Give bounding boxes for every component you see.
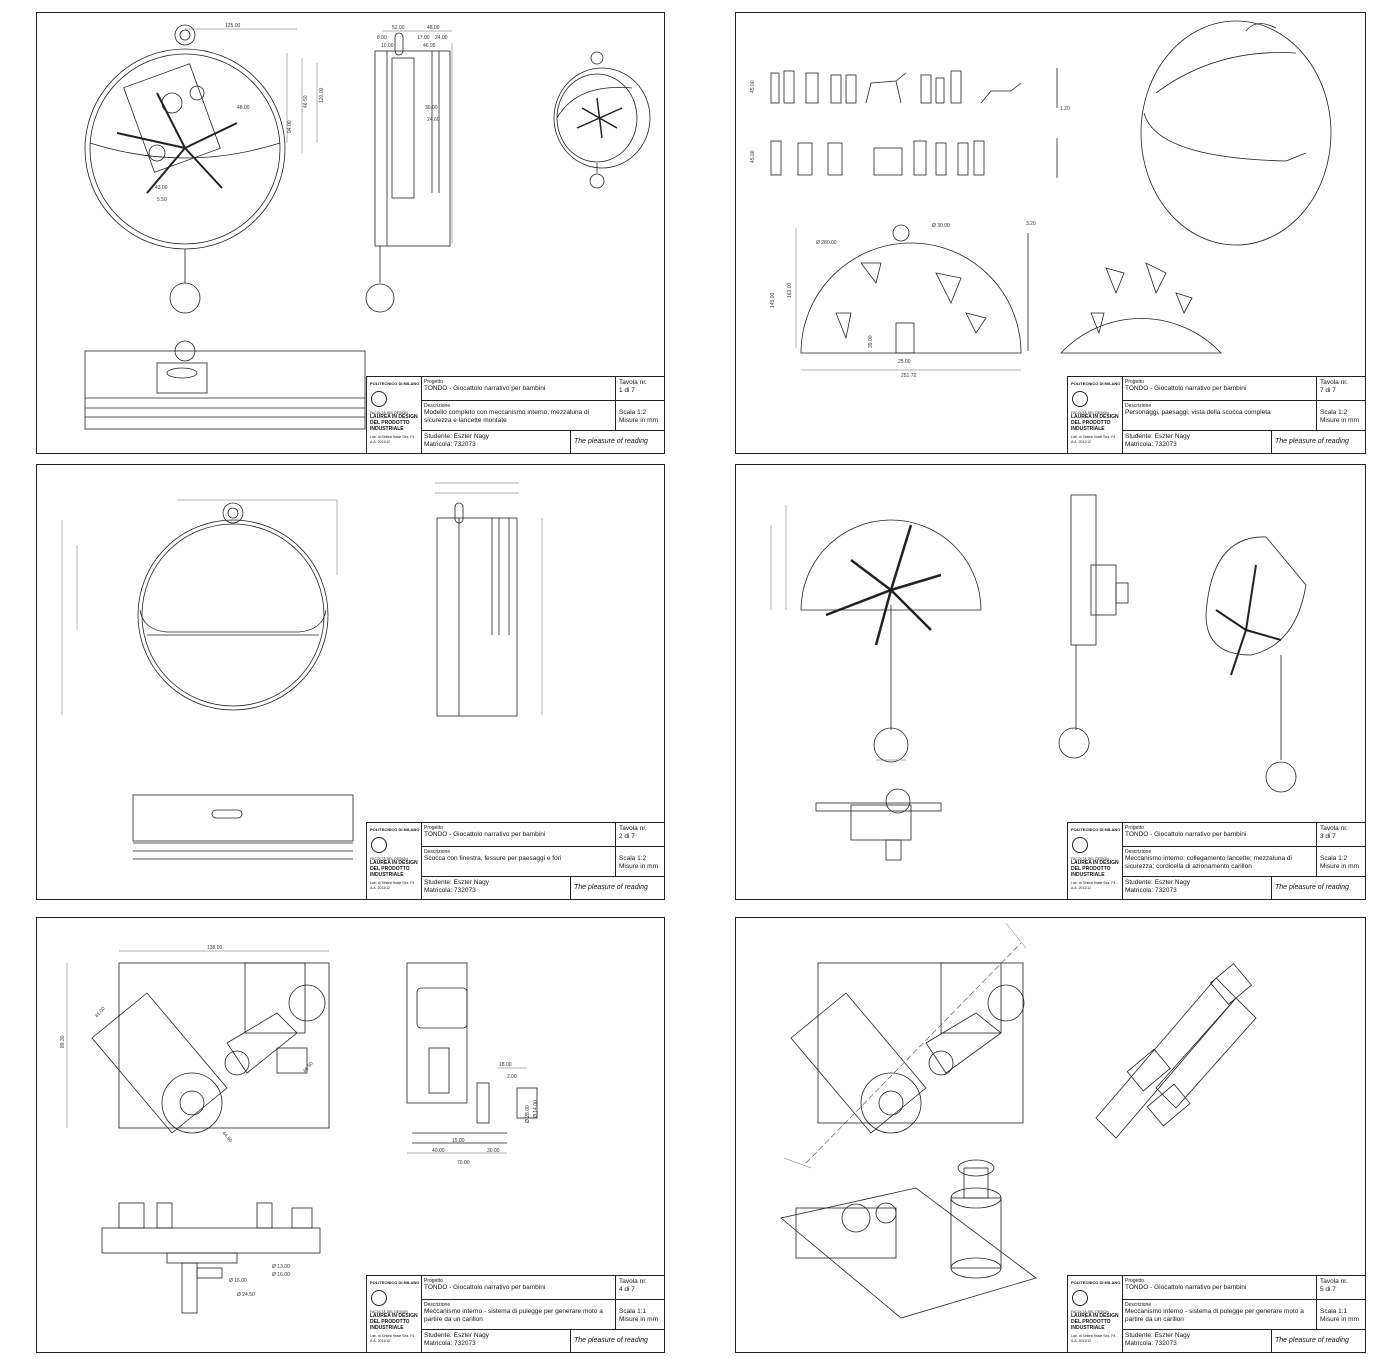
student-id: 732073 xyxy=(454,886,476,894)
sheet-1-dim: 48.00 xyxy=(427,25,440,31)
sheet-5-dim: Ø 14.00 xyxy=(533,1100,539,1118)
drawing-sheet-4[interactable] xyxy=(735,464,1366,900)
sheet-2-dim: 25.00 xyxy=(898,359,911,365)
university-logo: POLITECNICO DI MILANO FACOLTÀ DEL DESIGN LAUREA IN DESIGN DEL PRODOTTO INDUSTRIALE Lab. di Sintesi finale Sez. F4 - A.A. 2011/12 xyxy=(1068,1276,1123,1352)
student-id: 732073 xyxy=(1155,440,1177,448)
tagline: The pleasure of reading xyxy=(1275,884,1349,891)
sheet-1-dim: 52.00 xyxy=(392,25,405,31)
sheet-1-dim: 48.00 xyxy=(237,105,250,111)
project-name: TONDO - Giocattolo narrativo per bambini xyxy=(424,385,546,392)
project-name: TONDO - Giocattolo narrativo per bambini xyxy=(424,831,546,838)
university-logo: POLITECNICO DI MILANO FACOLTÀ DEL DESIGN LAUREA IN DESIGN DEL PRODOTTO INDUSTRIALE Lab. di Sintesi finale Sez. F4 - A.A. 2011/12 xyxy=(367,377,422,453)
sheet-1-dim: 24.00 xyxy=(435,35,448,41)
sheet-1-dim: 5.50 xyxy=(157,197,167,203)
tagline: The pleasure of reading xyxy=(574,884,648,891)
sheet-2-dim: 39.00 xyxy=(868,335,874,348)
drawing-sheet-2[interactable] xyxy=(735,12,1366,454)
sheet-5-dim: Ø 16.00 xyxy=(272,1272,290,1278)
project-name: TONDO - Giocattolo narrativo per bambini xyxy=(1125,1284,1247,1291)
sheet-5-dim: Ø 16.00 xyxy=(229,1278,247,1284)
drawing-sheet-6[interactable] xyxy=(735,917,1366,1353)
sheet-description: Meccanismo interno - sistema di pulegge per generare moto a partire da un carillon xyxy=(1125,1308,1304,1323)
tagline: The pleasure of reading xyxy=(574,1337,648,1344)
sheet-5-dim: 2.00 xyxy=(507,1074,517,1080)
characters-row-1 xyxy=(771,71,1021,103)
university-logo: POLITECNICO DI MILANO FACOLTÀ DEL DESIGN LAUREA IN DESIGN DEL PRODOTTO INDUSTRIALE Lab. di Sintesi finale Sez. F4 - A.A. 2011/12 xyxy=(367,823,422,899)
sheet-number: 1 di 7 xyxy=(619,386,635,394)
sheet-number: 5 di 7 xyxy=(1320,1285,1336,1293)
title-block: POLITECNICO DI MILANO FACOLTÀ DEL DESIGN LAUREA IN DESIGN DEL PRODOTTO INDUSTRIALE Lab. di Sintesi finale Sez. F4 - A.A. 2011/12 Progetto TONDO - Giocattolo narrativo per bambini Tavola nr. 7 di 7 Descrizione Personaggi, paesaggi, vista della scocca completa Scala 1:2 Misure in mm Studente: Eszter Nagy Matricola: 732073 The pleasure of reading xyxy=(1067,376,1365,453)
university-seal-icon xyxy=(1072,391,1088,407)
sheet-1-dim: 46.50 xyxy=(303,95,309,108)
student-name: Eszter Nagy xyxy=(1154,433,1191,440)
sheet-5-dim: 138.00 xyxy=(207,945,223,951)
university-seal-icon xyxy=(371,837,387,853)
sheet-2-dim: 3.20 xyxy=(1026,221,1036,227)
sheet-1-dim: 120.00 xyxy=(319,87,325,103)
tagline: The pleasure of reading xyxy=(574,438,648,445)
sheet-1-dim: 46.95 xyxy=(423,43,436,49)
scale: Scala 1:1 xyxy=(1320,1308,1348,1315)
sheet-number: 3 di 7 xyxy=(1320,832,1336,840)
sheet-description: Meccanismo interno - sistema di pulegge per generare moto a partire da un carillon xyxy=(424,1308,603,1323)
university-seal-icon xyxy=(371,1290,387,1306)
sheet-5-dim: 15.00 xyxy=(452,1138,465,1144)
student-id: 732073 xyxy=(454,1339,476,1347)
sheet-2-dim: 1.20 xyxy=(1060,106,1070,112)
sheet-5-dim: 40.00 xyxy=(432,1148,445,1154)
sheet-number: 4 di 7 xyxy=(619,1285,635,1293)
university-logo: POLITECNICO DI MILANO FACOLTÀ DEL DESIGN LAUREA IN DESIGN DEL PRODOTTO INDUSTRIALE Lab. di Sintesi finale Sez. F4 - A.A. 2011/12 xyxy=(1068,377,1123,453)
sheet-1-dim: 17.00 xyxy=(417,35,430,41)
scale: Scala 1:1 xyxy=(619,1308,647,1315)
characters-row-2 xyxy=(771,141,984,175)
section-label: C-C xyxy=(1096,1081,1111,1090)
student-name: Eszter Nagy xyxy=(1154,1332,1191,1339)
drawing-sheet-3[interactable] xyxy=(36,464,665,900)
project-name: TONDO - Giocattolo narrativo per bambini xyxy=(424,1284,546,1291)
university-seal-icon xyxy=(371,391,387,407)
cut-marker: C xyxy=(1001,921,1007,930)
sheet-number: 7 di 7 xyxy=(1320,386,1336,394)
title-block: POLITECNICO DI MILANO FACOLTÀ DEL DESIGN LAUREA IN DESIGN DEL PRODOTTO INDUSTRIALE Lab. di Sintesi finale Sez. F4 - A.A. 2011/12 Progetto TONDO - Giocattolo narrativo per bambini Tavola nr. 4 di 7 Descrizione Meccanismo interno - sistema di pulegge per generare moto a partire da un carillon Scala 1:1 Misure in mm Studente: Eszter Nagy Matricola: 732073 The pleasure of reading xyxy=(366,1275,664,1352)
sheet-description: Personaggi, paesaggi, vista della scocca completa xyxy=(1125,409,1271,416)
sheet-1-dim: 94.00 xyxy=(287,120,293,133)
sheet-5-dim: 30.00 xyxy=(487,1148,500,1154)
university-seal-icon xyxy=(1072,1290,1088,1306)
sheet-2-dim: 163.00 xyxy=(787,282,793,298)
student-name: Eszter Nagy xyxy=(453,433,490,440)
cut-marker: C xyxy=(778,1143,784,1152)
scale: Scala 1:2 xyxy=(1320,409,1348,416)
student-id: 732073 xyxy=(1155,886,1177,894)
scale: Scala 1:2 xyxy=(619,409,647,416)
title-block: POLITECNICO DI MILANO FACOLTÀ DEL DESIGN LAUREA IN DESIGN DEL PRODOTTO INDUSTRIALE Lab. di Sintesi finale Sez. F4 - A.A. 2011/12 Progetto TONDO - Giocattolo narrativo per bambini Tavola nr. 3 di 7 Descrizione Meccanismo interno: collegamento lancette; mezzaluna di sicurezza; cordicella di azionamento carillon Scala 1:2 Misure in mm Studente: Eszter Nagy Matricola: 732073 The pleasure of reading xyxy=(1067,822,1365,899)
sheet-1-dim: 24.60 xyxy=(427,117,440,123)
sheet-2-dim: 145.00 xyxy=(770,292,776,308)
scale: Scala 1:2 xyxy=(619,855,647,862)
sheet-2-dim: 251.72 xyxy=(901,373,917,379)
sheet-5-dim: 41.00 xyxy=(93,1005,107,1020)
student-name: Eszter Nagy xyxy=(453,879,490,886)
sheet-description: Meccanismo interno: collegamento lancette; mezzaluna di sicurezza; cordicella di azionamento carillon xyxy=(1125,855,1292,870)
title-block: POLITECNICO DI MILANO FACOLTÀ DEL DESIGN LAUREA IN DESIGN DEL PRODOTTO INDUSTRIALE Lab. di Sintesi finale Sez. F4 - A.A. 2011/12 Progetto TONDO - Giocattolo narrativo per bambini Tavola nr. 5 di 7 Descrizione Meccanismo interno - sistema di pulegge per generare moto a partire da un carillon Scala 1:1 Misure in mm Studente: Eszter Nagy Matricola: 732073 The pleasure of reading xyxy=(1067,1275,1365,1352)
sheet-5-dim: 70.00 xyxy=(457,1160,470,1166)
sheet-1-dim: 8.00 xyxy=(377,35,387,41)
tagline: The pleasure of reading xyxy=(1275,1337,1349,1344)
sheet-1-dim: 43.00 xyxy=(155,185,168,191)
student-name: Eszter Nagy xyxy=(1154,879,1191,886)
sheet-2-dim: Ø 30.00 xyxy=(932,223,950,229)
sheet-1-dim: 10.00 xyxy=(381,43,394,49)
sheet-5-dim: Ø 28.00 xyxy=(525,1105,531,1123)
project-name: TONDO - Giocattolo narrativo per bambini xyxy=(1125,385,1247,392)
drawing-sheet-1[interactable] xyxy=(36,12,665,454)
student-name: Eszter Nagy xyxy=(453,1332,490,1339)
sheet-1-dim: 125.00 xyxy=(225,23,241,29)
sheet-description: Modello completo con meccanismo interno, mezzaluna di sicurezza e lancette montate xyxy=(424,409,590,424)
sheet-5-dim: 89.30 xyxy=(60,1035,66,1048)
sheet-5-dim: 44.50 xyxy=(220,1130,234,1144)
sheet-5-dim: 46.50 xyxy=(301,1060,315,1075)
tagline: The pleasure of reading xyxy=(1275,438,1349,445)
university-seal-icon xyxy=(1072,837,1088,853)
scale: Scala 1:2 xyxy=(1320,855,1348,862)
drawing-sheet-5[interactable] xyxy=(36,917,665,1353)
project-name: TONDO - Giocattolo narrativo per bambini xyxy=(1125,831,1247,838)
sheet-number: 2 di 7 xyxy=(619,832,635,840)
sheet-1-dim: 30.00 xyxy=(425,105,438,111)
sheet-2-dim: 45.00 xyxy=(750,150,756,163)
student-id: 732073 xyxy=(454,440,476,448)
title-block: POLITECNICO DI MILANO FACOLTÀ DEL DESIGN LAUREA IN DESIGN DEL PRODOTTO INDUSTRIALE Lab. di Sintesi finale Sez. F4 - A.A. 2011/12 Progetto TONDO - Giocattolo narrativo per bambini Tavola nr. 1 di 7 Descrizione Modello completo con meccanismo interno, mezzaluna di sicurezza e lancette montate Scala 1:2 Misure in mm Studente: Eszter Nagy Matricola: 732073 The pleasure of reading xyxy=(366,376,664,453)
university-logo: POLITECNICO DI MILANO FACOLTÀ DEL DESIGN LAUREA IN DESIGN DEL PRODOTTO INDUSTRIALE Lab. di Sintesi finale Sez. F4 - A.A. 2011/12 xyxy=(367,1276,422,1352)
sheet-2-dim: 45.00 xyxy=(750,80,756,93)
sheet-description: Scocca con finestra, fessure per paesaggi e fori xyxy=(424,855,562,862)
view-label: Vista 1:4 xyxy=(515,190,546,199)
title-block: POLITECNICO DI MILANO FACOLTÀ DEL DESIGN LAUREA IN DESIGN DEL PRODOTTO INDUSTRIALE Lab. di Sintesi finale Sez. F4 - A.A. 2011/12 Progetto TONDO - Giocattolo narrativo per bambini Tavola nr. 2 di 7 Descrizione Scocca con finestra, fessure per paesaggi e fori Scala 1:2 Misure in mm Studente: Eszter Nagy Matricola: 732073 The pleasure of reading xyxy=(366,822,664,899)
university-logo: POLITECNICO DI MILANO FACOLTÀ DEL DESIGN LAUREA IN DESIGN DEL PRODOTTO INDUSTRIALE Lab. di Sintesi finale Sez. F4 - A.A. 2011/12 xyxy=(1068,823,1123,899)
sheet-5-dim: Ø 24.50 xyxy=(237,1292,255,1298)
sheet-5-dim: 18.00 xyxy=(499,1062,512,1068)
student-id: 732073 xyxy=(1155,1339,1177,1347)
sheet-5-dim: Ø 13.00 xyxy=(272,1264,290,1270)
sheet-2-dim: Ø 280.00 xyxy=(816,240,837,246)
